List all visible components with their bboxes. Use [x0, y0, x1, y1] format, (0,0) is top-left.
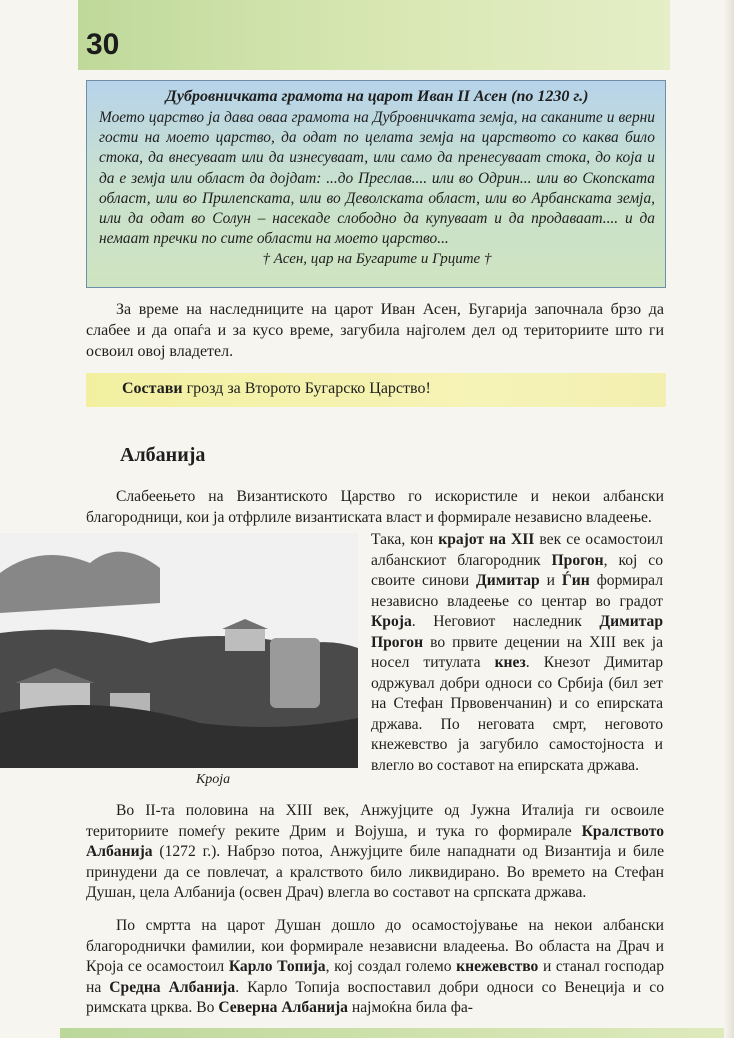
anjou-bold: Кралството Албанија — [86, 822, 664, 860]
kroja-photo — [0, 533, 358, 768]
topia-bold: Северна Албанија — [218, 999, 348, 1016]
column-text-bold: Кроја — [371, 613, 412, 630]
section-title: Албанија — [120, 444, 206, 466]
column-text-bold: Димитар Прогон — [371, 613, 663, 651]
column-text-part: во првите децении на XIII век ја носел титулата — [371, 633, 663, 671]
intro-paragraph-text: За време на наследниците на царот Иван Асен, Бугарија започнала брзо да слабее и да опаѓа и за кусо време, загубила најголем дел од териториите што ги освоил овој владетел. — [86, 301, 664, 360]
column-text-part: формирал независно владеење со центар во градот — [371, 572, 664, 610]
topia-text: најмоќна била фа- — [347, 999, 473, 1016]
albania-intro-text: Слабеењето на Византиското Царство го искористиле и некои албански благородници, кои ја отфрлиле византиската власт и формирале независно владеење. — [86, 488, 664, 526]
task-box — [86, 373, 666, 407]
page-number: 30 — [86, 28, 120, 61]
quote-box — [86, 80, 666, 288]
task-text: грозд за Второто Бугарско Царство! — [182, 380, 431, 397]
page-edge-shadow — [724, 0, 734, 1038]
kroja-photo-image — [0, 533, 358, 768]
column-text-bold: крајот на XII — [438, 531, 535, 548]
photo-caption: Кроја — [196, 772, 231, 787]
column-text-bold: кнез — [494, 654, 526, 671]
quote-signature: † Асен, цар на Бугарите и Грците † — [262, 251, 492, 268]
anjou-text: Во II-та половина на XIII век, Анжујците од Јужна Италија ги освоиле териториите помеѓу реките Дрим и Војуша, и тука го формирале — [86, 802, 664, 840]
intro-paragraph — [86, 300, 664, 362]
topia-bold: Средна Албанија — [109, 978, 236, 996]
bottom-bar — [60, 1028, 734, 1038]
paragraph-topia — [86, 916, 664, 1019]
albania-intro — [86, 487, 664, 528]
topia-text: . Карло Топија воспоставил добри односи со Венеција и со римската црква. Во — [86, 978, 665, 1016]
column-text-part: , кој со своите синови — [371, 551, 664, 589]
quote-title: Дубровничката грамота на царот Иван II Асен (по 1230 г.) — [165, 88, 589, 105]
column-text-part: и — [539, 572, 562, 589]
column-text — [371, 530, 663, 776]
topia-bold: кнежевство — [456, 958, 539, 975]
topia-bold: Карло Топија — [228, 958, 326, 975]
column-text-bold: Ѓин — [561, 572, 590, 589]
header-bar — [78, 0, 670, 70]
quote-body: Моето царство ја дава оваа грамота на Дубровничката земја, на саканите и верни гости на моето царство, да одат по целата земја на царството со каква било стока, да внесуваат или да изнесуваат, или само да пренесуваат стока, до која и да е земја или област да дојдат: ...до Преслав.... или во Одрин... или во Скопската област, или во Прилепската, или во Деволската област, или во Арбанската земја, или да одат во Солун – насекаде слободно да купуваат и да продаваат.... и да немаат пречки по сите области на моето царство... — [99, 109, 655, 248]
column-text-part: . Неговиот наследник — [411, 613, 600, 630]
column-text-part: Така, кон — [371, 531, 439, 548]
column-text-bold: Прогон — [551, 551, 604, 569]
topia-text: и станал господар на — [86, 958, 664, 996]
topia-text: , кој создал големо — [325, 958, 457, 975]
anjou-text: (1272 г.). Набрзо потоа, Анжујците биле нападнати од Византија и биле принудени да се повлечат, а кралството било ликвидирано. Во времето на Стефан Душан, цела Албанија (освен Драч) влегла во составот на српската држава. — [86, 843, 664, 901]
task-bold: Состави — [122, 380, 183, 397]
column-text-bold: Димитар — [476, 572, 540, 589]
paragraph-anjou — [86, 801, 664, 904]
column-text-part: . Кнезот Димитар одржувал добри односи со Србија (бил зет на Стефан Првовенчанин) и со епирската држава. По неговата смрт, неговото кнежевство ја загубило самостојноста и влегло во составот на епирската држава. — [371, 654, 663, 774]
topia-text: По смртта на царот Душан дошло до осамостојување на некои албански благороднички фамилии, кои формирале независни владеења. Во областа на Драч и Кроја се осамостоил — [86, 917, 664, 975]
column-text-part: век се осамостоил албанскиот благородник — [371, 531, 663, 569]
